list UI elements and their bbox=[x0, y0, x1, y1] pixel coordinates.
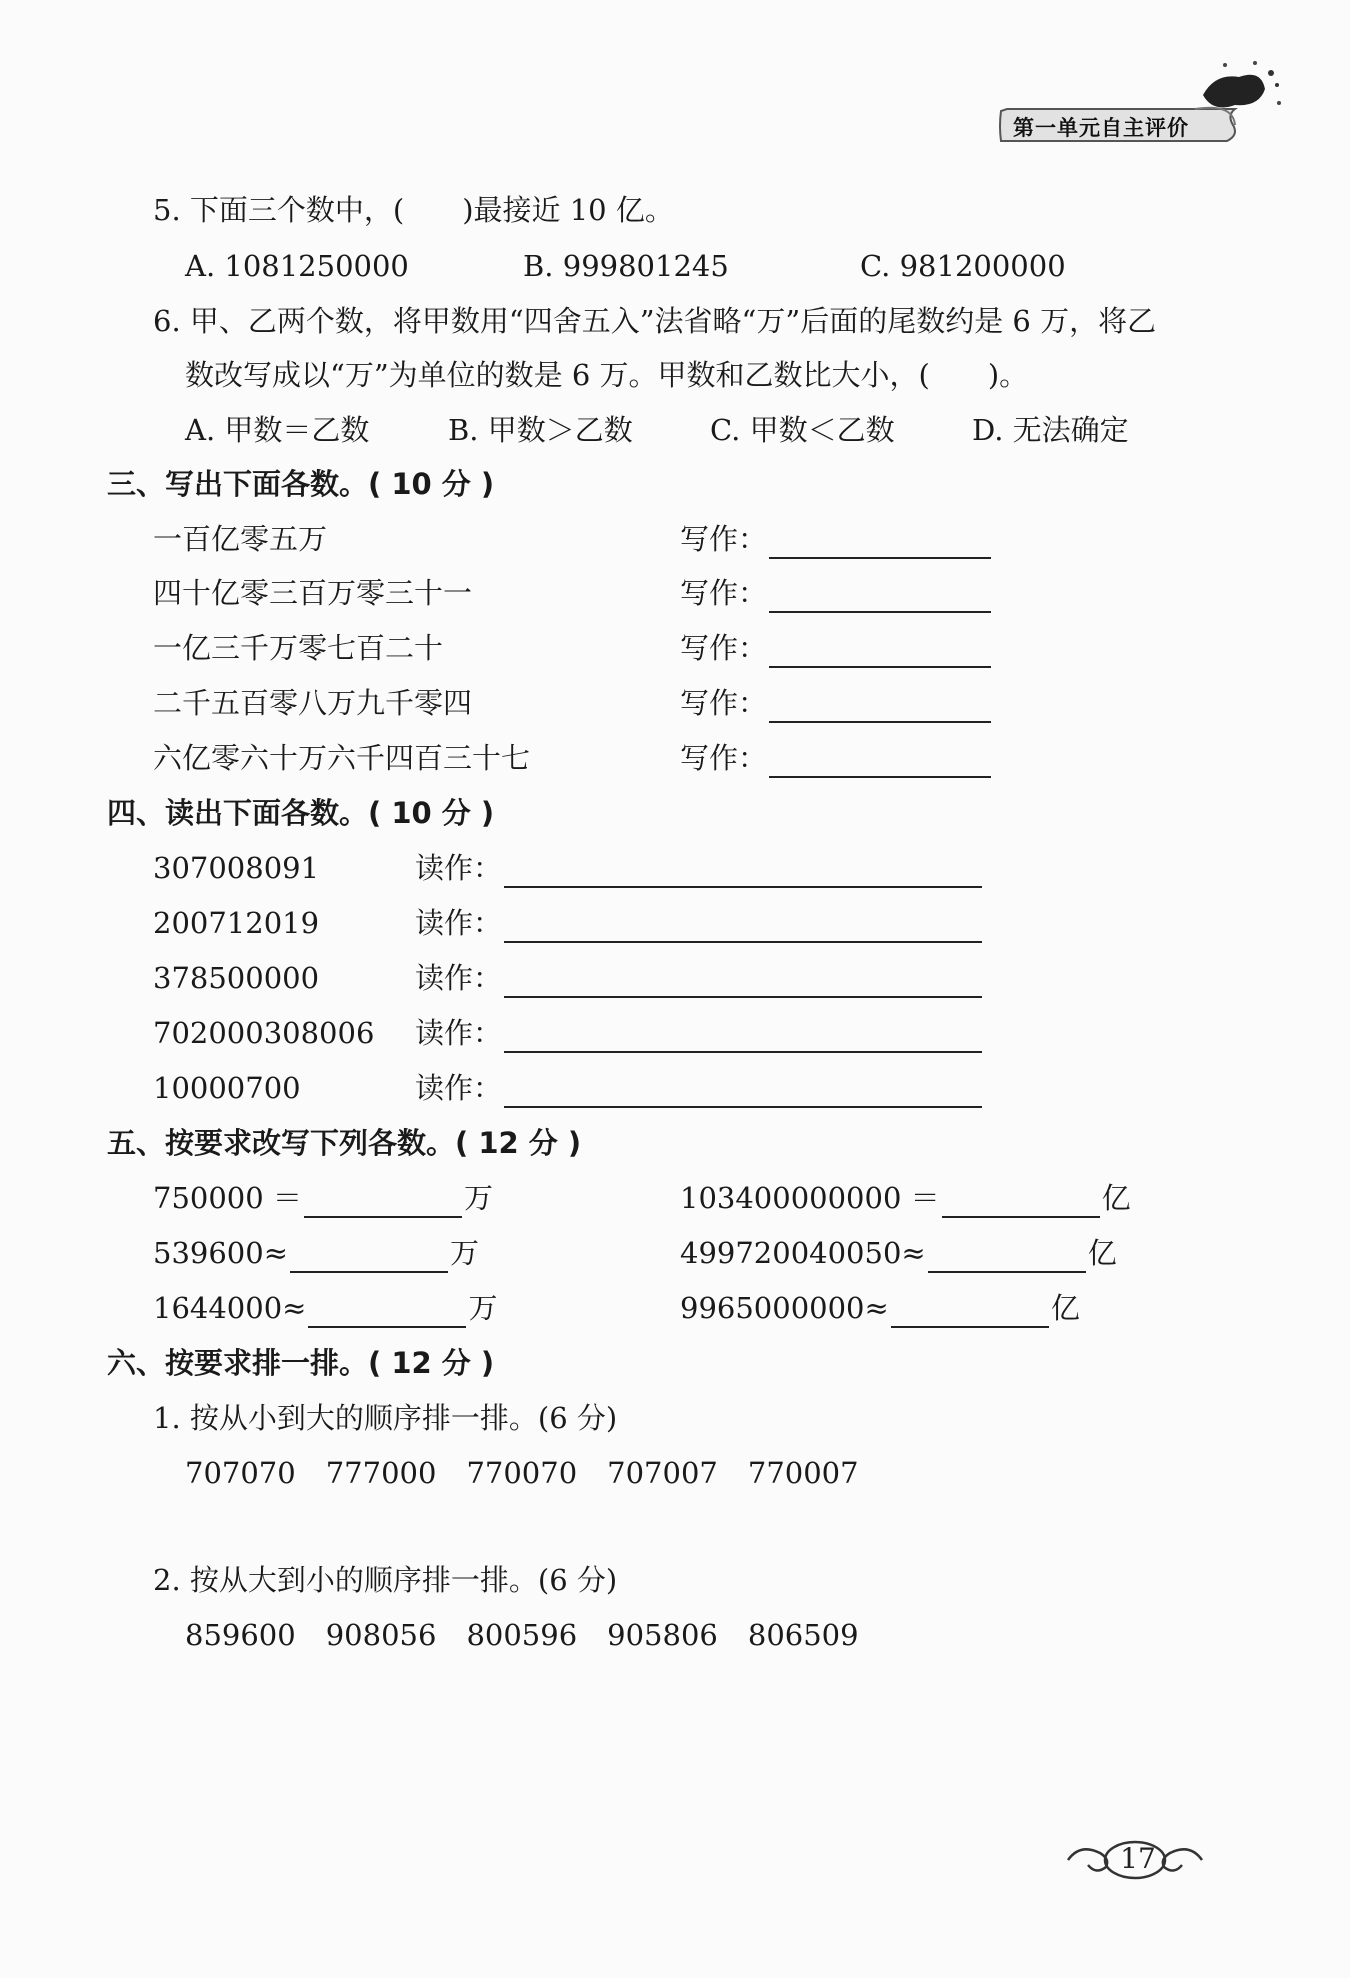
answer-blank[interactable] bbox=[504, 966, 982, 998]
answer-blank[interactable] bbox=[891, 1296, 1049, 1328]
sec3-label-4: 写作： bbox=[680, 683, 993, 723]
number-item: 770007 bbox=[747, 1456, 859, 1490]
number-item: 806509 bbox=[747, 1618, 859, 1652]
number-item: 707007 bbox=[607, 1456, 718, 1490]
answer-blank[interactable] bbox=[769, 636, 991, 668]
answer-blank[interactable] bbox=[504, 911, 982, 943]
section-6-title: 六、按要求排一排。( 12 分 ) bbox=[107, 1346, 495, 1380]
sec4-label-5: 读作： bbox=[415, 1068, 984, 1108]
answer-blank[interactable] bbox=[769, 581, 991, 613]
answer-blank[interactable] bbox=[942, 1186, 1100, 1218]
section-5-title: 五、按要求改写下列各数。( 12 分 ) bbox=[107, 1126, 582, 1160]
sec3-item-2: 四十亿零三百万零三十一 bbox=[153, 576, 473, 610]
answer-blank[interactable] bbox=[769, 527, 991, 559]
sec3-item-5: 六亿零六十万六千四百三十七 bbox=[153, 741, 531, 775]
q5-option-a: A. 1081250000 bbox=[185, 249, 409, 283]
sec3-item-3: 一亿三千万零七百二十 bbox=[153, 631, 444, 665]
number-item: 707070 bbox=[185, 1456, 296, 1490]
section-3-title: 三、写出下面各数。( 10 分 ) bbox=[107, 467, 495, 501]
sec4-item-5: 10000700 bbox=[153, 1071, 301, 1105]
sec5-row-2-right: 499720040050≈ 亿 bbox=[680, 1233, 1117, 1273]
sec4-label-4: 读作： bbox=[415, 1013, 984, 1053]
sec3-label-5: 写作： bbox=[680, 738, 993, 778]
sec5-row-1-left: 750000 ＝ 万 bbox=[153, 1178, 493, 1218]
sec3-label-3: 写作： bbox=[680, 628, 993, 668]
sec4-label-3: 读作： bbox=[415, 958, 984, 998]
answer-blank[interactable] bbox=[504, 1076, 982, 1108]
number-item: 859600 bbox=[185, 1618, 296, 1652]
sec4-item-3: 378500000 bbox=[153, 961, 320, 995]
sec3-label-1: 写作： bbox=[680, 519, 993, 559]
sec3-label-2: 写作： bbox=[680, 573, 993, 613]
answer-blank[interactable] bbox=[928, 1241, 1086, 1273]
sec6-part-2-numbers bbox=[185, 1615, 859, 1655]
sec4-label-1: 读作： bbox=[415, 848, 984, 888]
answer-blank[interactable] bbox=[504, 1021, 982, 1053]
answer-blank[interactable] bbox=[290, 1241, 448, 1273]
page-number: 17 bbox=[1120, 1842, 1156, 1875]
answer-blank[interactable] bbox=[304, 1186, 462, 1218]
q6-stem-line2: 数改写成以“万”为单位的数是 6 万。甲数和乙数比大小，( )。 bbox=[185, 358, 1029, 392]
number-item: 800596 bbox=[466, 1618, 578, 1652]
sec6-part-2: 2. 按从大到小的顺序排一排。(6 分) bbox=[153, 1563, 618, 1597]
q6-option-c: C. 甲数＜乙数 bbox=[710, 413, 895, 447]
unit-label: 第一单元自主评价 bbox=[1013, 116, 1189, 140]
number-item: 777000 bbox=[325, 1456, 437, 1490]
sec4-label-2: 读作： bbox=[415, 903, 984, 943]
q6-option-a: A. 甲数＝乙数 bbox=[185, 413, 370, 447]
sec6-part-1: 1. 按从小到大的顺序排一排。(6 分) bbox=[153, 1401, 618, 1435]
sec5-row-1-right: 103400000000 ＝ 亿 bbox=[680, 1178, 1131, 1218]
sec4-item-4: 702000308006 bbox=[153, 1016, 375, 1050]
q6-option-b: B. 甲数＞乙数 bbox=[448, 413, 633, 447]
sec5-row-2-left: 539600≈ 万 bbox=[153, 1233, 479, 1273]
answer-blank[interactable] bbox=[769, 746, 991, 778]
number-item: 905806 bbox=[607, 1618, 718, 1652]
q5-option-c: C. 981200000 bbox=[860, 249, 1066, 283]
sec4-item-1: 307008091 bbox=[153, 851, 320, 885]
answer-blank[interactable] bbox=[308, 1296, 466, 1328]
q6-option-d: D. 无法确定 bbox=[972, 413, 1129, 447]
sec5-row-3-left: 1644000≈ 万 bbox=[153, 1288, 497, 1328]
q5-option-b: B. 999801245 bbox=[523, 249, 729, 283]
number-item: 770070 bbox=[466, 1456, 578, 1490]
sec5-row-3-right: 9965000000≈ 亿 bbox=[680, 1288, 1080, 1328]
answer-blank[interactable] bbox=[504, 856, 982, 888]
answer-blank[interactable] bbox=[769, 691, 991, 723]
section-4-title: 四、读出下面各数。( 10 分 ) bbox=[107, 796, 495, 830]
number-item: 908056 bbox=[325, 1618, 437, 1652]
sec4-item-2: 200712019 bbox=[153, 906, 320, 940]
sec6-part-1-numbers bbox=[185, 1453, 859, 1493]
q5-stem: 5. 下面三个数中，( )最接近 10 亿。 bbox=[153, 193, 674, 227]
ink-splash-icon bbox=[1195, 55, 1285, 125]
sec3-item-4: 二千五百零八万九千零四 bbox=[153, 686, 473, 720]
q6-stem-line1: 6. 甲、乙两个数，将甲数用“四舍五入”法省略“万”后面的尾数约是 6 万，将乙 bbox=[153, 304, 1157, 338]
sec3-item-1: 一百亿零五万 bbox=[153, 522, 328, 556]
